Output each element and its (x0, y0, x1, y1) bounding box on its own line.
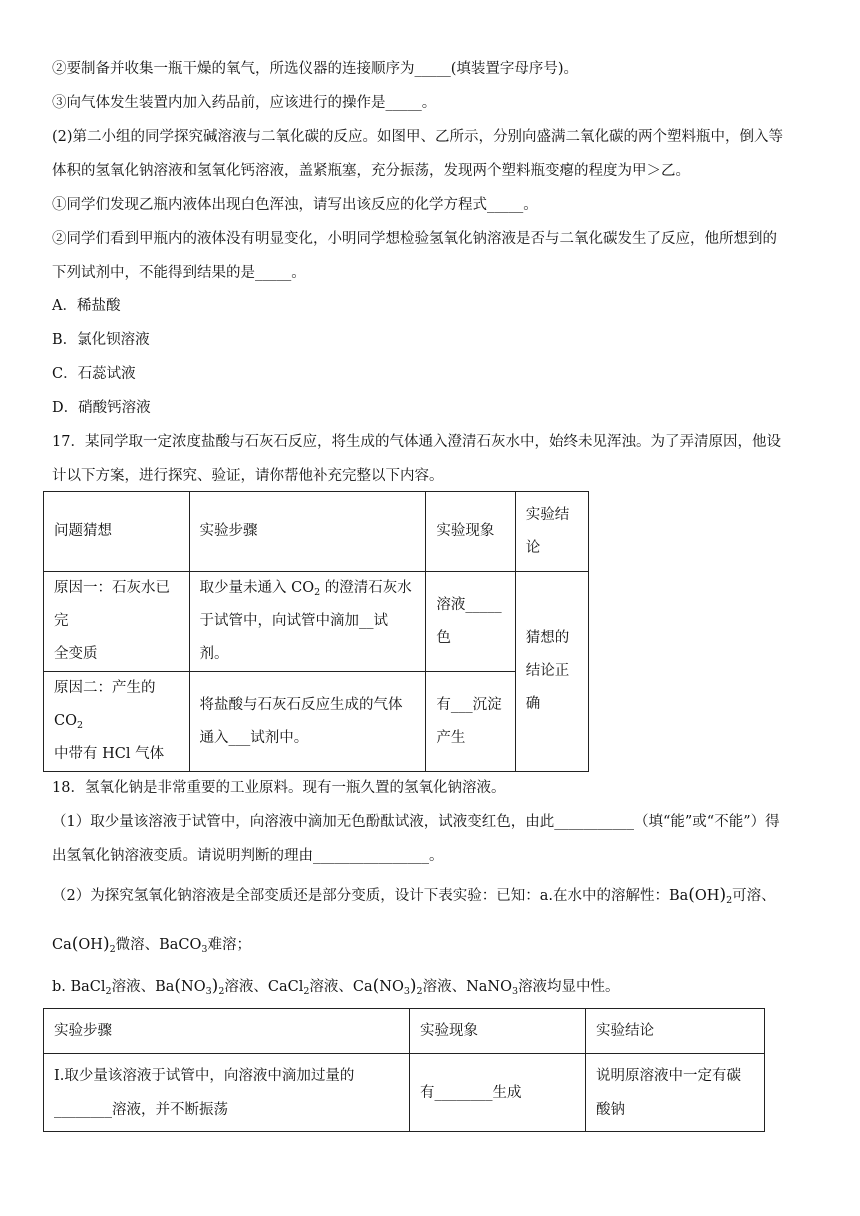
header-step: 实验步骤 (189, 492, 426, 572)
q16-part2-line2: 体积的氢氧化钠溶液和氢氧化钙溶液，盖紧瓶塞，充分振荡，发现两个塑料瓶变瘪的程度为甲＞乙。 (52, 163, 690, 179)
q16-option-b: B．氯化钡溶液 (52, 332, 150, 348)
q18-p1-line1: （1）取少量该溶液于试管中，向溶液中滴加无色酚酞试液，试液变红色，由此___________（填“能”或“不能”）得 (52, 814, 780, 830)
header-conclusion: 实验结论 (586, 1009, 765, 1054)
table-header-row (44, 492, 589, 572)
q16-item2: ②要制备并收集一瓶干燥的氧气，所选仪器的连接顺序为_____(填装置字母序号)。 (52, 61, 579, 77)
table-row (44, 1054, 765, 1132)
row1-guess: 原因一：石灰水已完 全变质 (44, 572, 190, 672)
q16-sub2-line2: 下列试剂中，不能得到结果的是_____。 (52, 265, 306, 281)
row1-phenomenon: 有________生成 (410, 1054, 586, 1132)
row1-phenomenon: 溶液_____ 色 (426, 572, 515, 672)
row2-guess: 原因二：产生的 $CO_2$ 中带有 HCl 气体 (44, 672, 190, 772)
q16-part2-line1: (2)第二小组的同学探究碱溶液与二氧化碳的反应。如图甲、乙所示，分别向盛满二氧化碳的两个塑料瓶中，倒入等 (52, 129, 784, 145)
q18-p1-line2: 出氢氧化钠溶液变质。请说明判断的理由________________。 (52, 848, 444, 864)
header-phenomenon: 实验现象 (410, 1009, 586, 1054)
row1-step: I.取少量该溶液于试管中，向溶液中滴加过量的 ________溶液，并不断振荡 (44, 1054, 410, 1132)
q16-option-c: C．石蕊试液 (52, 366, 136, 382)
row1-conclusion: 说明原溶液中一定有碳 酸钠 (586, 1054, 765, 1132)
header-phenomenon: 实验现象 (426, 492, 515, 572)
q18-p2-line2: $Ca(OH)_2$微溶、BaCO$_3$难溶； (52, 934, 251, 955)
q17-line1: 17．某同学取一定浓度盐酸与石灰石反应，将生成的气体通入澄清石灰水中，始终未见浑浊。为了弄清原因，他设 (52, 434, 781, 450)
q18-intro: 18．氢氧化钠是非常重要的工业原料。现有一瓶久置的氢氧化钠溶液。 (52, 780, 506, 796)
q16-option-a: A．稀盐酸 (52, 298, 121, 314)
q18-p2-line3: b. BaCl$_2$溶液、$Ba(NO_3)_2$溶液、CaCl$_2$溶液、$Ca(NO_3)_2$溶液、NaNO$_3$溶液均显中性。 (52, 976, 620, 997)
row2-step: 将盐酸与石灰石反应生成的气体 通入___试剂中。 (189, 672, 426, 772)
row2-phenomenon: 有___沉淀 产生 (426, 672, 515, 772)
header-guess: 问题猜想 (44, 492, 190, 572)
q17-line2: 计以下方案，进行探究、验证，请你帮他补充完整以下内容。 (52, 468, 444, 484)
conclusion-cell: 猜想的 结论正 确 (515, 572, 588, 772)
q17-table (43, 491, 589, 772)
q16-sub1: ①同学们发现乙瓶内液体出现白色浑浊，请写出该反应的化学方程式_____。 (52, 197, 538, 213)
header-step: 实验步骤 (44, 1009, 410, 1054)
table-row (44, 672, 589, 772)
row1-step: 取少量未通入 $CO_2$ 的澄清石灰水 于试管中，向试管中滴加__试剂。 (189, 572, 426, 672)
q16-option-d: D．硝酸钙溶液 (52, 400, 151, 416)
q16-item3: ③向气体发生装置内加入药品前，应该进行的操作是_____。 (52, 95, 437, 111)
q16-sub2-line1: ②同学们看到甲瓶内的液体没有明显变化，小明同学想检验氢氧化钠溶液是否与二氧化碳发生了反应，他所想到的 (52, 231, 777, 247)
q18-p2-line1: （2）为探究氢氧化钠溶液是全部变质还是部分变质，设计下表实验：已知：a.在水中的溶解性：$Ba(OH)_2$可溶、 (52, 885, 776, 906)
table-header-row (44, 1009, 765, 1054)
q18-table (43, 1008, 765, 1132)
table-row (44, 572, 589, 672)
header-conclusion: 实验结 论 (515, 492, 588, 572)
